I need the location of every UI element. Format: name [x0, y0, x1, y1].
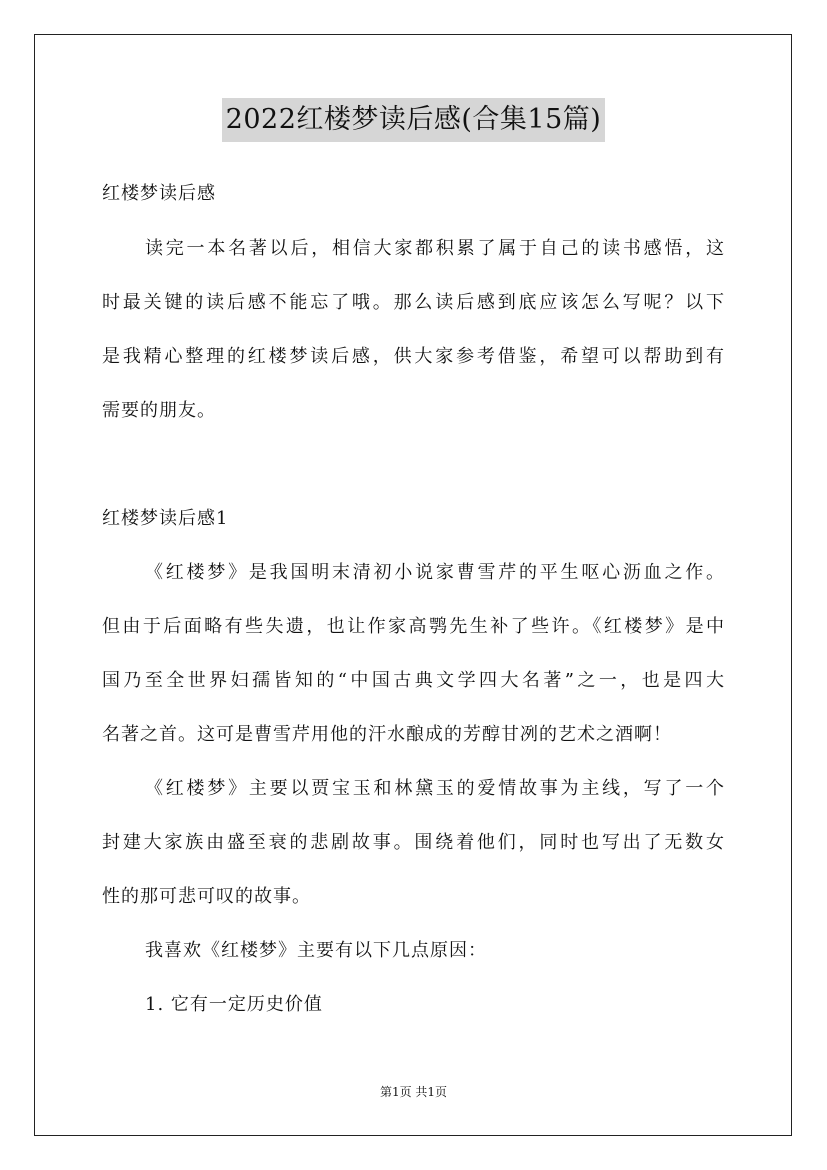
paragraph-line: 封建大家族由盛至衰的悲剧故事。围绕着他们，同时也写出了无数女 — [102, 832, 725, 853]
paragraph-line: 国乃至全世界妇孺皆知的“中国古典文学四大名著”之一，也是四大 — [102, 670, 725, 691]
paragraph-line: 《红楼梦》主要以贾宝玉和林黛玉的爱情故事为主线，写了一个 — [145, 778, 725, 799]
paragraph-line: 时最关键的读后感不能忘了哦。那么读后感到底应该怎么写呢？以下 — [102, 292, 725, 313]
paragraph-line: 名著之首。这可是曹雪芹用他的汗水酿成的芳醇甘冽的艺术之酒啊！ — [102, 724, 672, 745]
document-title: 2022红楼梦读后感(合集15篇) — [222, 98, 606, 142]
page-footer: 第1页 共1页 — [379, 1085, 448, 1099]
paragraph-line: 我喜欢《红楼梦》主要有以下几点原因： — [145, 940, 487, 961]
paragraph-line: 读完一本名著以后，相信大家都积累了属于自己的读书感悟，这 — [145, 238, 725, 259]
paragraph-line: 《红楼梦》是我国明末清初小说家曹雪芹的平生呕心沥血之作。 — [145, 562, 725, 583]
paragraph-line: 是我精心整理的红楼梦读后感，供大家参考借鉴，希望可以帮助到有 — [102, 346, 725, 367]
section-heading: 红楼梦读后感1 — [102, 508, 229, 529]
paragraph-line: 性的那可悲可叹的故事。 — [102, 886, 311, 907]
section-heading: 红楼梦读后感 — [102, 183, 216, 204]
list-item: 1. 它有一定历史价值 — [145, 994, 323, 1015]
title-container — [0, 98, 827, 142]
paragraph-line: 但由于后面略有些失遗，也让作家高鹗先生补了些许。《红楼梦》是中 — [102, 616, 725, 637]
paragraph-line: 需要的朋友。 — [102, 400, 216, 421]
